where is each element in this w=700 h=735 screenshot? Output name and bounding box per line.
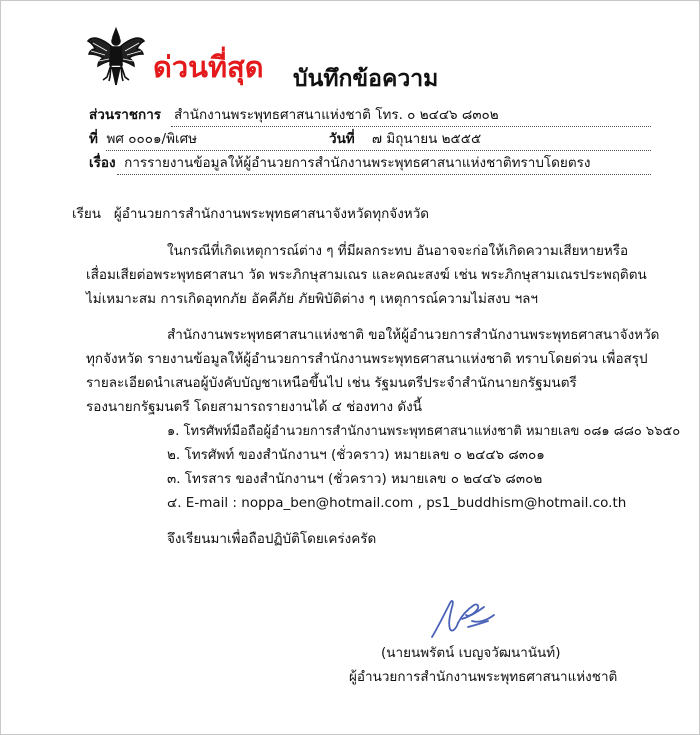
salutation [72, 208, 429, 222]
handwritten-signature [428, 593, 500, 641]
salutation-value: ผู้อำนวยการสำนักงานพระพุทธศาสนาจังหวัดทุกจังหวัด [113, 206, 430, 222]
para1-line: ในกรณีที่เกิดเหตุการณ์ต่าง ๆ ที่มีผลกระทบ อันอาจจะก่อให้เกิดความเสียหายหรือ [167, 243, 629, 259]
subject-value: การรายงานข้อมูลให้ผู้อำนวยการสำนักงานพระพุทธศาสนาแห่งชาติทราบโดยตรง [124, 155, 591, 171]
subject-dotted-line [117, 174, 651, 175]
department-dotted-line [171, 126, 651, 127]
department-label: ส่วนราชการ [89, 107, 162, 123]
ref-label: ที่ [89, 131, 98, 147]
para1-line: ไม่เหมาะสม การเกิดอุทกภัย อัคคีภัย ภัยพิบัติต่าง ๆ เหตุการณ์ความไม่สงบ ฯลฯ [86, 291, 539, 307]
para1-line: เสื่อมเสียต่อพระพุทธศาสนา วัด พระภิกษุสามเณร และคณะสงฆ์ เช่น พระภิกษุสามเณรประพฤติตน [86, 267, 647, 283]
salutation-label: เรียน [72, 206, 102, 222]
channel-item: ๔. E-mail : noppa_ben@hotmail.com , ps1_buddhism@hotmail.co.th [167, 495, 627, 511]
department-value: สำนักงานพระพุทธศาสนาแห่งชาติ โทร. ๐ ๒๔๔๖ ๘๓๐๒ [173, 107, 499, 123]
closing-line: จึงเรียนมาเพื่อถือปฏิบัติโดยเคร่งครัด [167, 531, 377, 547]
urgent-stamp: ด่วนที่สุด [153, 50, 264, 84]
department-line [89, 109, 499, 123]
subject-line [89, 157, 590, 171]
garuda-emblem-icon [85, 25, 147, 91]
para2-line: รายละเอียดนำเสนอผู้บังคับบัญชาเหนือขึ้นไป เช่น รัฐมนตรีประจำสำนักนายกรัฐมนตรี [86, 375, 577, 391]
channel-item: ๑. โทรศัพท์มือถือผู้อำนวยการสำนักงานพระพุทธศาสนาแห่งชาติ หมายเลข ๐๘๑ ๘๘๐ ๖๖๕๐ [167, 424, 681, 439]
subject-label: เรื่อง [89, 155, 116, 171]
date-label: วันที่ [329, 131, 355, 147]
memo-title: บันทึกข้อความ [293, 66, 439, 92]
channel-item: ๒. โทรศัพท์ ของสำนักงานฯ (ชั่วคราว) หมายเลข ๐ ๒๔๔๖ ๘๓๐๑ [167, 447, 545, 463]
para2-line: ทุกจังหวัด รายงานข้อมูลให้ผู้อำนวยการสำนักงานพระพุทธศาสนาแห่งชาติ ทราบโดยด่วน เพื่อสรุป [86, 351, 648, 367]
para2-line: สำนักงานพระพุทธศาสนาแห่งชาติ ขอให้ผู้อำนวยการสำนักงานพระพุทธศาสนาจังหวัด [167, 327, 660, 343]
ref-value: พศ ๐๐๐๑/พิเศษ [106, 131, 198, 147]
signatory-name: (นายนพรัตน์ เบญจวัฒนานันท์) [381, 645, 561, 661]
para2-line: รองนายกรัฐมนตรี โดยสามารถรายงานได้ ๔ ช่องทาง ดังนี้ [86, 399, 422, 415]
signatory-position: ผู้อำนวยการสำนักงานพระพุทธศาสนาแห่งชาติ [349, 669, 618, 685]
ref-line [89, 133, 197, 147]
date-value: ๗ มิถุนายน ๒๕๕๕ [371, 131, 482, 147]
channel-item: ๓. โทรสาร ของสำนักงานฯ (ชั่วคราว) หมายเลข ๐ ๒๔๔๖ ๘๓๐๒ [167, 471, 543, 487]
ref-dotted-line [106, 150, 651, 151]
date-line [329, 133, 481, 147]
